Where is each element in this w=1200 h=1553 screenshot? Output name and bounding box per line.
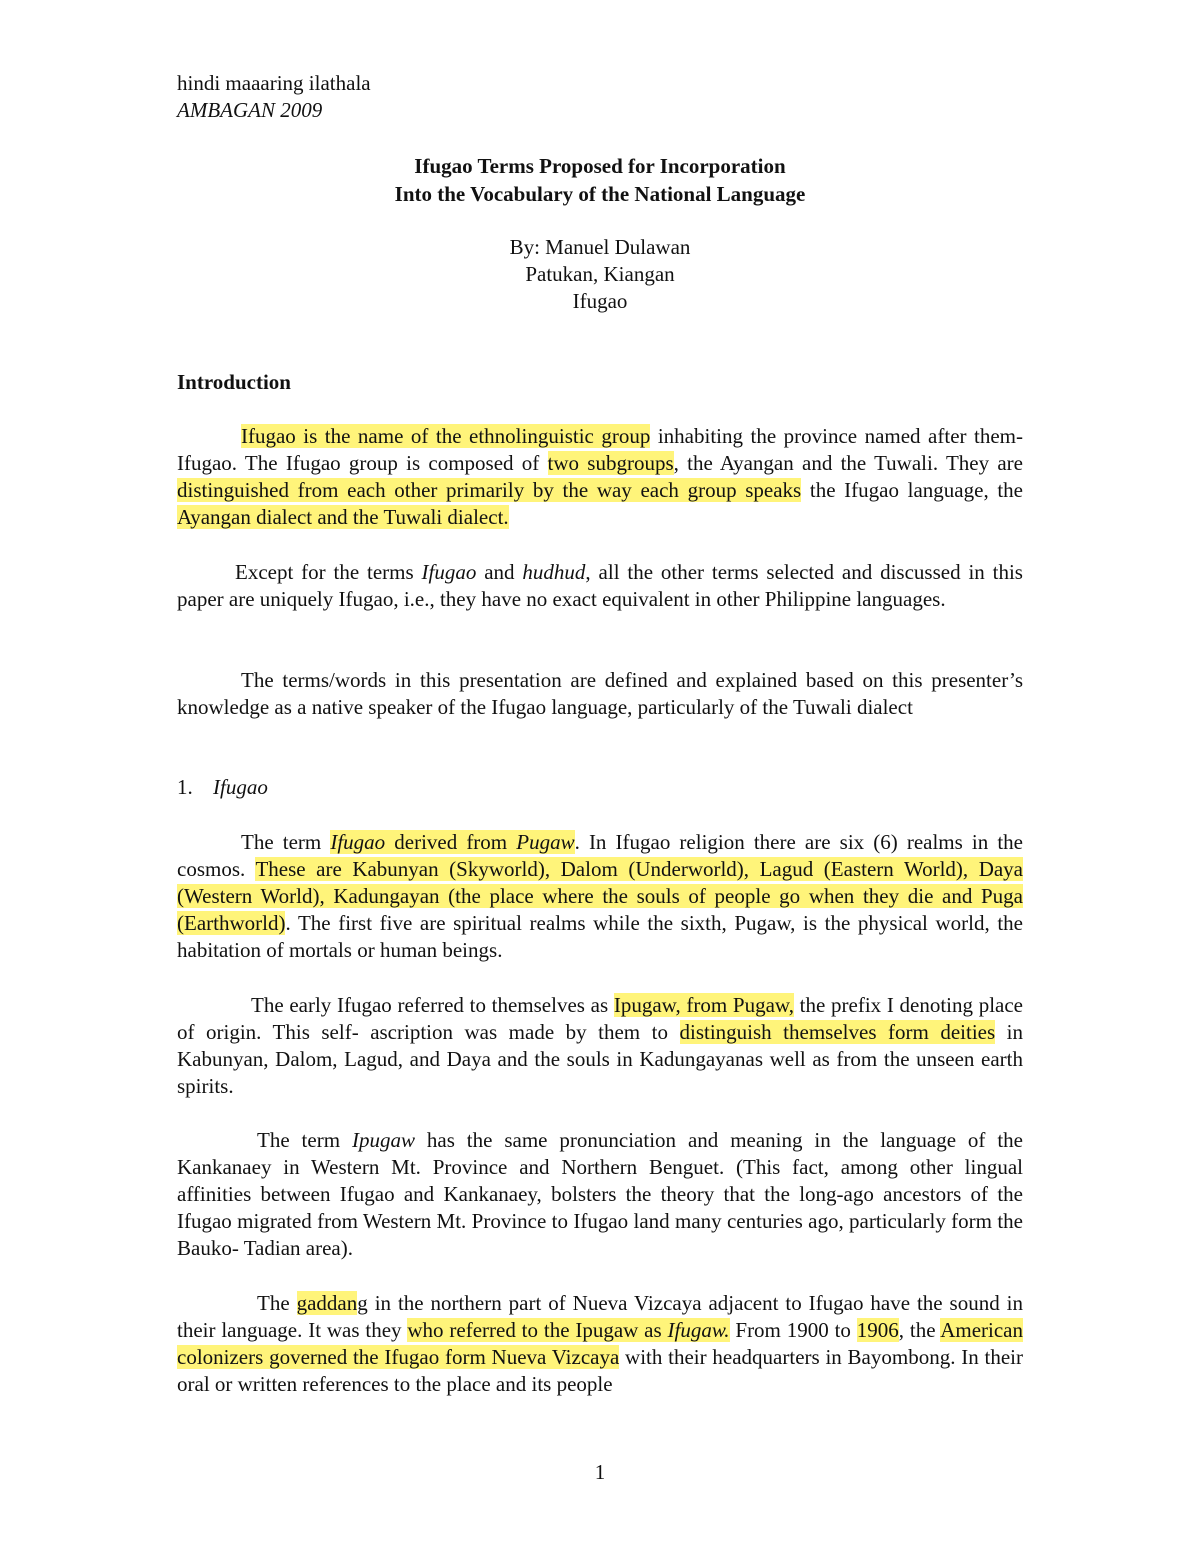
page-header [177,70,371,124]
highlight [330,830,574,854]
highlight: 1906 [856,1318,899,1342]
section-1-heading [177,774,268,801]
highlight: distinguish themselves form deities [679,1020,996,1044]
text: and [476,560,523,584]
text: , all the other terms selected and discussed in this paper are uniquely Ifugao, i.e., they have no exact equivalent in other Philippine languages. [177,560,1023,611]
text: inhabiting the province named after them- Ifugao. The Ifugao group is composed of [177,424,1023,475]
paragraph-s1-2 [177,992,1023,1100]
section-number: 1. [177,775,193,799]
byline [0,234,1200,315]
header-event: AMBAGAN 2009 [177,98,323,122]
text: The [257,1291,297,1315]
text: , the [898,1318,941,1342]
highlight: Ifugao is the name of the ethnolinguistic group [241,424,651,448]
section-term: Ifugao [213,775,268,799]
paragraph-intro-2 [177,559,1023,613]
document-title [0,152,1200,208]
text: The early Ifugao referred to themselves as [251,993,614,1017]
text: has the same pronunciation and meaning in the language of the Kankanaey in Western Mt. Province and Northern Benguet. (This fact, among other lingual affinities between Ifugao and Kankanaey, bolsters the theory that the long-ago ancestors of the Ifugao migrated from Western Mt. Province to Ifugao land many centuries ago, particularly form the Bauko- Tadian area). [177,1128,1023,1260]
text: in Kabunyan, Dalom, Lagud, and Daya and the souls in Kadungayanas well as from the unseen earth spirits. [177,1020,1023,1098]
text: The term [257,1128,352,1152]
highlight: gaddan [296,1291,358,1315]
paragraph-s1-3 [177,1127,1023,1262]
text: . In Ifugao religion there are six (6) realms in the cosmos. [177,830,1023,881]
text: g in the northern part of Nueva Vizcaya adjacent to Ifugao have the sound in their language. It was they [177,1291,1023,1342]
paragraph-intro-3: The terms/words in this presentation are defined and explained based on this presenter’s knowledge as a native speaker of the Ifugao language, particularly of the Tuwali dialect [177,668,1023,719]
text: with their headquarters in Bayombong. In their oral or written references to the place and its people [177,1345,1023,1396]
section-heading-introduction: Introduction [177,370,291,394]
italic-term: Ipugaw [351,1128,415,1152]
title-line-2: Into the Vocabulary of the National Language [394,182,806,206]
highlight: These are Kabunyan (Skyworld), Dalom (Underworld), Lagud (Eastern World), Daya (Western World), Kadungayan (the place where the souls of people go when they die and Puga (Earthworld) [177,857,1024,935]
paragraph-intro-1 [177,423,1023,531]
highlight: American colonizers governed the Ifugao form Nueva Vizcaya [177,1318,1023,1369]
italic-term: Ifugao [330,830,386,854]
author-province: Ifugao [572,289,628,313]
highlight [407,1318,729,1342]
text: Except for the terms [235,560,422,584]
text: The term [241,830,331,854]
highlight: distinguished from each other primarily by the way each group speaks [177,478,802,502]
text: the Ifugao language, the [801,478,1023,502]
author: By: Manuel Dulawan [509,235,691,259]
highlight: Ipugaw, from Pugaw, [613,993,794,1017]
header-notice: hindi maaaring ilathala [177,71,371,95]
paragraph-s1-4 [177,1290,1023,1398]
author-place: Patukan, Kiangan [525,262,675,286]
title-line-1: Ifugao Terms Proposed for Incorporation [414,154,786,178]
page-number: 1 [594,1460,606,1484]
highlight: two subgroups [547,451,674,475]
paragraph-s1-1 [177,829,1023,964]
text: From 1900 to [729,1318,857,1342]
text: the prefix I denoting place of origin. This self- ascription was made by them to [177,993,1023,1044]
italic-term: hudhud [522,560,586,584]
text: . The first five are spiritual realms while the sixth, Pugaw, is the physical world, the habitation of mortals or human beings. [177,911,1023,962]
italic-term: Ifugao [421,560,477,584]
italic-term: Ifugaw. [667,1318,730,1342]
text: derived from [385,830,517,854]
text: , the Ayangan and the Tuwali. They are [673,451,1023,475]
highlight: Ayangan dialect and the Tuwali dialect. [177,505,509,529]
italic-term: Pugaw [516,830,575,854]
text: who referred to the Ipugaw as [407,1318,668,1342]
